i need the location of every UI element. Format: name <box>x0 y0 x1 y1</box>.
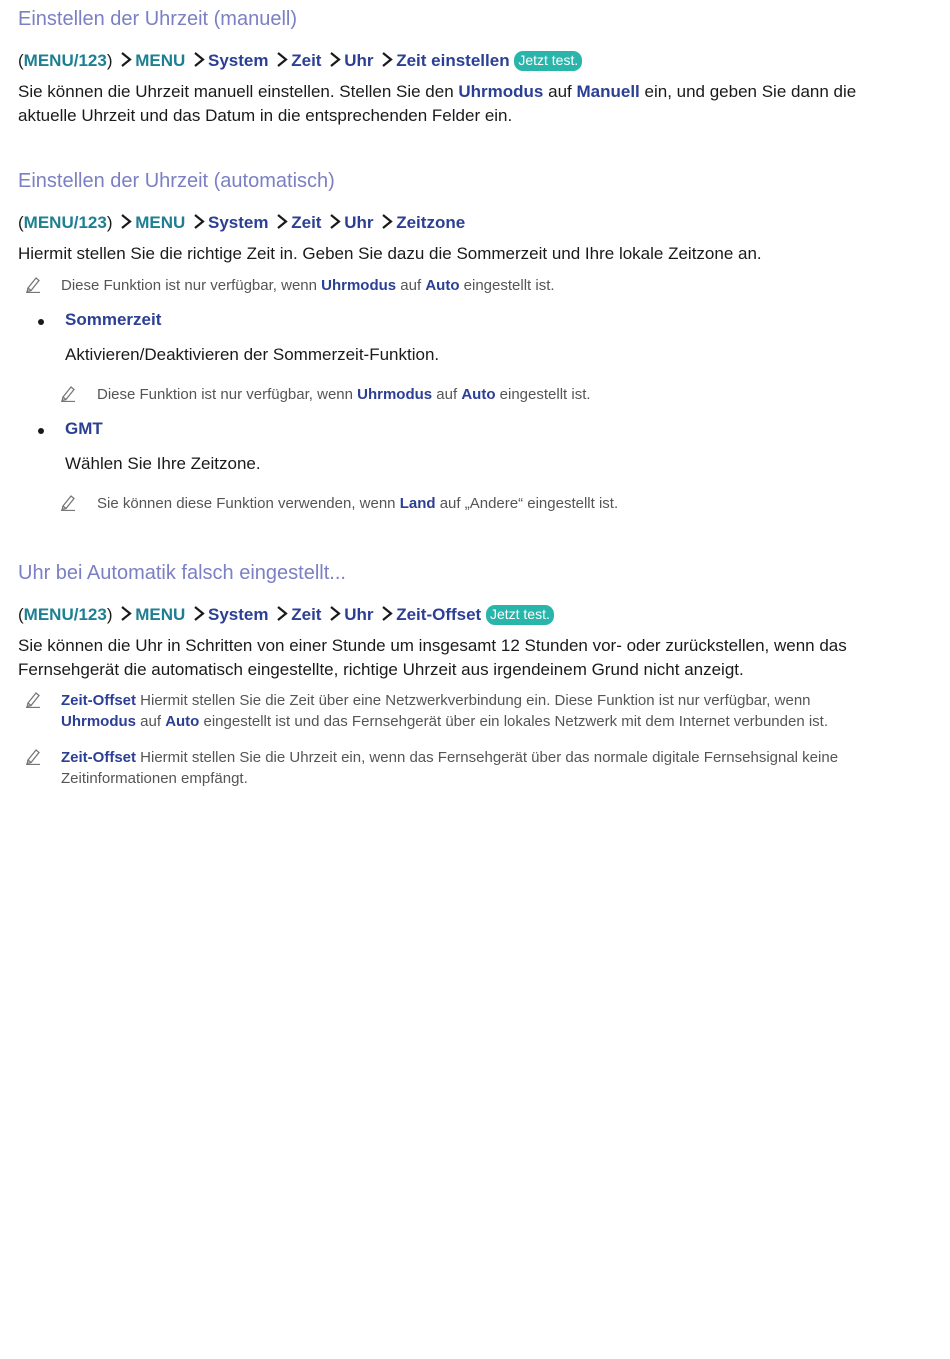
section-title-offset: Uhr bei Automatik falsch eingestellt... <box>18 562 346 584</box>
chevron-right-icon <box>380 213 394 230</box>
chevron-right-icon <box>328 213 342 230</box>
chevron-right-icon <box>380 51 394 68</box>
path-zeit[interactable]: Zeit <box>291 213 322 232</box>
bullet-icon <box>38 428 44 434</box>
chevron-right-icon <box>275 605 289 622</box>
chevron-right-icon <box>192 213 206 230</box>
path-zeit-einstellen[interactable]: Zeit einstellen <box>396 51 510 70</box>
description-auto: Hiermit stellen Sie die richtige Zeit in. Geben Sie dazu die Sommerzeit und Ihre lokale Zeitzone an. <box>18 244 762 263</box>
section-title-auto: Einstellen der Uhrzeit (automatisch) <box>18 170 335 192</box>
path-zeit[interactable]: Zeit <box>291 51 322 70</box>
chevron-right-icon <box>328 605 342 622</box>
chevron-right-icon <box>275 213 289 230</box>
path-uhr[interactable]: Uhr <box>344 213 374 232</box>
menu-path-manual: (MENU/123) MENU System Zeit Uhr Zeit einstellen Jetzt test. <box>18 51 582 71</box>
path-system[interactable]: System <box>208 213 269 232</box>
bullet-title-gmt: GMT <box>65 419 103 438</box>
path-zeit-offset[interactable]: Zeit-Offset <box>396 605 482 624</box>
bullet-text-gmt: Wählen Sie Ihre Zeitzone. <box>65 454 261 473</box>
pencil-icon <box>25 275 41 293</box>
menu-path-offset: (MENU/123) MENU System Zeit Uhr Zeit-Offset Jetzt test. <box>18 605 554 625</box>
path-uhr[interactable]: Uhr <box>344 51 374 70</box>
chevron-right-icon <box>192 51 206 68</box>
path-menu[interactable]: MENU <box>135 605 186 624</box>
pencil-icon <box>25 747 41 765</box>
pencil-icon <box>60 493 76 511</box>
chevron-right-icon <box>119 213 133 230</box>
note-auto: Diese Funktion ist nur verfügbar, wenn Uhrmodus auf Auto eingestellt ist. <box>61 277 555 294</box>
note-gmt: Sie können diese Funktion verwenden, wenn Land auf „Andere“ eingestellt ist. <box>97 495 619 512</box>
description-offset: Sie können die Uhr in Schritten von einer Stunde um insgesamt 12 Stunden vor- oder zurückstellen, wenn das Fernsehgerät die automatisch eingestellte, richtige Uhrzeit aus irgendeinem Grund nicht anzeigt. <box>18 636 847 679</box>
path-zeit[interactable]: Zeit <box>291 605 322 624</box>
path-menu123[interactable]: MENU/123 <box>23 213 107 232</box>
menu-path-auto: (MENU/123) MENU System Zeit Uhr Zeitzone <box>18 213 466 232</box>
chevron-right-icon <box>119 605 133 622</box>
note-sommerzeit: Diese Funktion ist nur verfügbar, wenn Uhrmodus auf Auto eingestellt ist. <box>97 386 591 403</box>
bullet-text-sommerzeit: Aktivieren/Deaktivieren der Sommerzeit-Funktion. <box>65 345 440 364</box>
pencil-icon <box>60 384 76 402</box>
try-now-button[interactable]: Jetzt test. <box>514 51 582 71</box>
chevron-right-icon <box>119 51 133 68</box>
bullet-icon <box>38 319 44 325</box>
chevron-right-icon <box>275 51 289 68</box>
pencil-icon <box>25 690 41 708</box>
chevron-right-icon <box>192 605 206 622</box>
path-menu123[interactable]: MENU/123 <box>23 605 107 624</box>
description-manual: Sie können die Uhrzeit manuell einstellen. Stellen Sie den Uhrmodus auf Manuell ein, und geben Sie dann die aktuelle Uhrzeit und das Datum in die entsprechenden Felder ein. <box>18 82 857 125</box>
note-offset-network: Zeit-Offset Hiermit stellen Sie die Zeit über eine Netzwerkverbindung ein. Diese Funktion ist nur verfügbar, wenn Uhrmodus auf Auto eingestellt ist und das Fernsehgerät über ein lokales Netzwerk mit dem Internet verbunden ist. <box>61 692 829 730</box>
path-system[interactable]: System <box>208 51 269 70</box>
path-menu[interactable]: MENU <box>135 213 186 232</box>
note-offset-signal: Zeit-Offset Hiermit stellen Sie die Uhrzeit ein, wenn das Fernsehgerät über das normale digitale Fernsehsignal keine Zeitinformationen empfängt. <box>61 749 839 787</box>
path-menu123[interactable]: MENU/123 <box>23 51 107 70</box>
try-now-button[interactable]: Jetzt test. <box>486 605 554 625</box>
section-title-manual: Einstellen der Uhrzeit (manuell) <box>18 8 298 30</box>
path-zeitzone[interactable]: Zeitzone <box>396 213 466 232</box>
chevron-right-icon <box>328 51 342 68</box>
path-system[interactable]: System <box>208 605 269 624</box>
path-menu[interactable]: MENU <box>135 51 186 70</box>
path-uhr[interactable]: Uhr <box>344 605 374 624</box>
chevron-right-icon <box>380 605 394 622</box>
bullet-title-sommerzeit: Sommerzeit <box>65 310 162 329</box>
